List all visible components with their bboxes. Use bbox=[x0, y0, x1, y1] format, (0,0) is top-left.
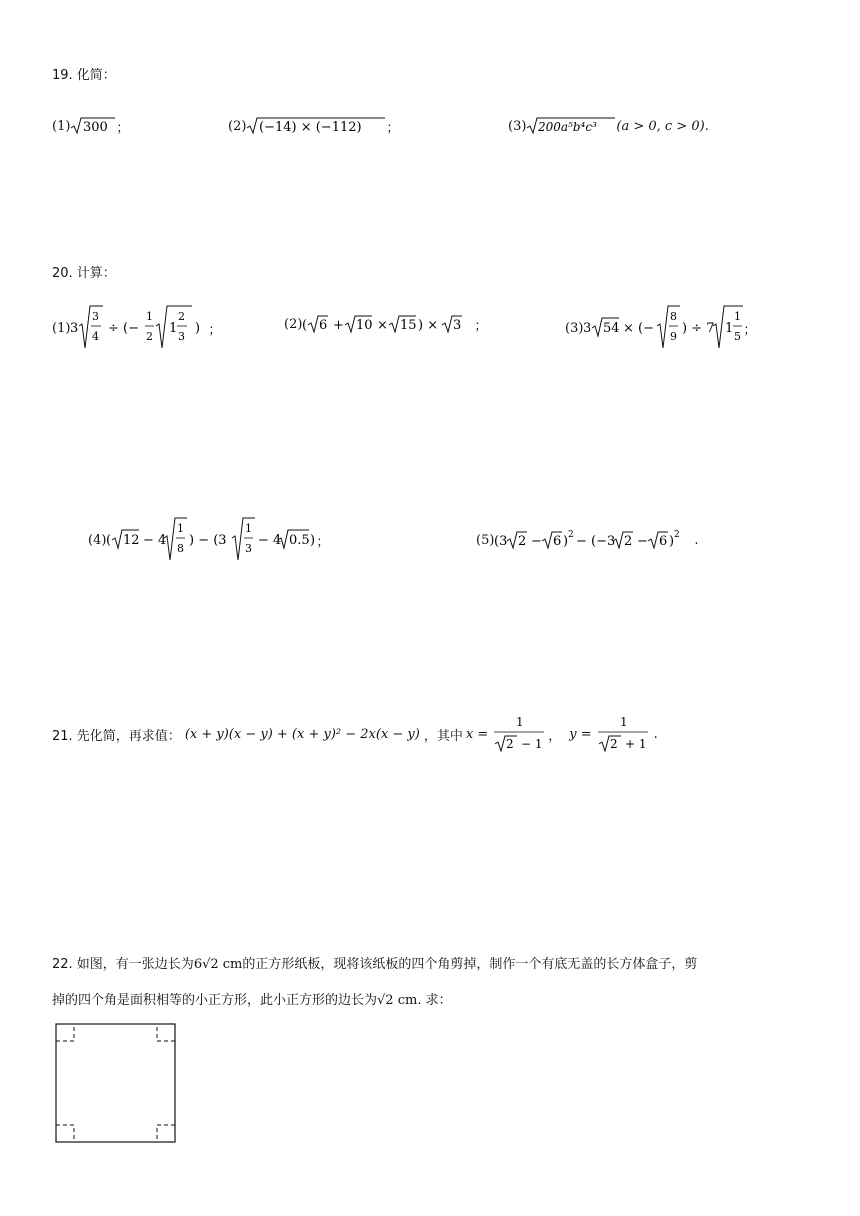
q22-cut-top-right bbox=[157, 1024, 175, 1041]
svg-text:3: 3 bbox=[178, 330, 186, 343]
svg-text:) ÷ 7: ) ÷ 7 bbox=[682, 321, 715, 336]
q19-item-3-condition: (a > 0, c > 0) bbox=[616, 118, 705, 134]
q19-item-1-radical bbox=[70, 116, 116, 136]
q19-item-2-radical bbox=[246, 116, 386, 136]
q19-item-1-label: (1) bbox=[52, 118, 71, 134]
svg-text:3: 3 bbox=[92, 310, 100, 323]
svg-text:54: 54 bbox=[603, 321, 620, 336]
svg-text:15: 15 bbox=[400, 318, 417, 333]
q20-item-1-expression bbox=[70, 300, 208, 356]
q22-corner-cuts bbox=[56, 1024, 175, 1142]
q22-line-1-a: 22. 如图，有一张边长为 bbox=[52, 957, 194, 972]
q19-item-3-radicand: 200a⁵b⁴c³ bbox=[538, 120, 598, 134]
q21-where: ，其中 bbox=[423, 728, 463, 744]
svg-text:1: 1 bbox=[619, 715, 628, 729]
svg-text:×: × bbox=[377, 318, 389, 333]
svg-text:2: 2 bbox=[178, 310, 186, 323]
svg-text:3: 3 bbox=[583, 321, 592, 336]
svg-text:1: 1 bbox=[725, 321, 734, 336]
svg-text:8: 8 bbox=[670, 310, 678, 323]
svg-text:9: 9 bbox=[670, 330, 678, 343]
q19-item-2 bbox=[228, 116, 399, 136]
q19-item-1 bbox=[52, 116, 129, 136]
q20-title: 20. 计算： bbox=[52, 266, 116, 281]
q22-square-outline bbox=[56, 1024, 175, 1142]
q19-item-1-tail: ； bbox=[116, 120, 130, 136]
q19-item-2-radicand: (−14) × (−112) bbox=[259, 120, 363, 135]
svg-text:1: 1 bbox=[177, 522, 185, 535]
q22-square-figure bbox=[54, 1022, 178, 1144]
q21-expression: (x + y)(x − y) + (x + y)² − 2x(x − y) bbox=[184, 726, 420, 742]
svg-text:1: 1 bbox=[169, 321, 178, 336]
svg-text:2: 2 bbox=[518, 534, 527, 549]
q22-side-length: 6√2 cm bbox=[193, 957, 243, 972]
q19-title: 19. 化简： bbox=[52, 68, 116, 83]
svg-text:6: 6 bbox=[319, 318, 328, 333]
svg-text:): ) bbox=[310, 533, 316, 548]
q21-separator: ， bbox=[548, 728, 562, 744]
svg-text:2: 2 bbox=[568, 530, 575, 540]
svg-text:3: 3 bbox=[453, 318, 462, 333]
q21-y-fraction bbox=[596, 712, 652, 756]
q22-cut-bottom-left bbox=[56, 1125, 74, 1142]
q19-item-3 bbox=[508, 116, 709, 136]
svg-text:− 1: − 1 bbox=[521, 737, 543, 751]
q20-item-3-label: (3) bbox=[565, 320, 584, 336]
q20-item-3-expression bbox=[583, 300, 743, 356]
q21-line bbox=[52, 712, 658, 756]
q20-item-2-tail: ； bbox=[474, 318, 488, 334]
svg-text:(: ( bbox=[302, 318, 308, 333]
q22-small-side: √2 cm bbox=[377, 993, 418, 1008]
svg-text:÷ (−: ÷ (− bbox=[108, 321, 140, 336]
svg-text:): ) bbox=[669, 534, 675, 549]
q20-item-1 bbox=[52, 300, 221, 356]
svg-text:1: 1 bbox=[146, 310, 154, 323]
svg-text:0.5: 0.5 bbox=[289, 533, 311, 548]
svg-text:2: 2 bbox=[609, 737, 618, 751]
svg-text:) − (3: ) − (3 bbox=[189, 533, 227, 548]
q22-line-2-a: 掉的四个角是面积相等的小正方形，此小正方形的边长为 bbox=[52, 993, 378, 1008]
q22-line-1 bbox=[52, 958, 812, 971]
q20-item-5 bbox=[476, 528, 699, 552]
q22-line-2 bbox=[52, 994, 812, 1007]
svg-text:− (−3: − (−3 bbox=[576, 534, 616, 549]
q19-item-2-label: (2) bbox=[228, 118, 247, 134]
q20-item-1-label: (1) bbox=[52, 320, 71, 336]
svg-text:2: 2 bbox=[674, 530, 681, 540]
svg-text:−: − bbox=[637, 534, 649, 549]
q21-text: 21. 先化简，再求值： bbox=[52, 728, 181, 744]
q20-item-2-expression bbox=[302, 312, 474, 336]
svg-text:3: 3 bbox=[245, 542, 253, 555]
q21-x-fraction bbox=[492, 712, 548, 756]
q21-x-eq: x = bbox=[465, 726, 489, 742]
q19-item-1-radicand: 300 bbox=[83, 120, 109, 135]
q19-item-3-radical bbox=[526, 116, 616, 136]
q22-cut-bottom-right bbox=[157, 1125, 175, 1142]
svg-text:6: 6 bbox=[553, 534, 562, 549]
q22-line-1-b: 的正方形纸板，现将该纸板的四个角剪掉，制作一个有底无盖的长方体盒子，剪 bbox=[242, 957, 698, 972]
q20-item-2-label: (2) bbox=[284, 316, 303, 332]
q20-item-3 bbox=[565, 300, 756, 356]
q20-item-5-tail: . bbox=[694, 532, 699, 548]
svg-text:): ) bbox=[195, 321, 201, 336]
svg-text:(3: (3 bbox=[494, 534, 508, 549]
svg-text:10: 10 bbox=[356, 318, 373, 333]
q20-item-4-label: (4) bbox=[88, 532, 107, 548]
svg-text:3: 3 bbox=[70, 321, 79, 336]
svg-text:5: 5 bbox=[734, 330, 742, 343]
q20-item-5-label: (5) bbox=[476, 532, 495, 548]
svg-text:1: 1 bbox=[245, 522, 253, 535]
svg-text:− 4: − 4 bbox=[258, 533, 282, 548]
q19-item-3-label: (3) bbox=[508, 118, 527, 134]
q20-item-4 bbox=[88, 512, 329, 568]
svg-text:× (−: × (− bbox=[623, 321, 655, 336]
svg-text:2: 2 bbox=[624, 534, 633, 549]
svg-text:(: ( bbox=[106, 533, 112, 548]
svg-text:+: + bbox=[333, 318, 345, 333]
svg-text:12: 12 bbox=[123, 533, 140, 548]
svg-text:− 4: − 4 bbox=[143, 533, 167, 548]
q19-item-2-tail: ； bbox=[386, 120, 400, 136]
svg-text:1: 1 bbox=[734, 310, 742, 323]
svg-text:): ) bbox=[563, 534, 569, 549]
svg-text:4: 4 bbox=[92, 330, 100, 343]
q20-item-4-tail: ； bbox=[316, 534, 330, 550]
svg-text:2: 2 bbox=[506, 737, 514, 751]
q21-end: . bbox=[653, 726, 658, 742]
svg-text:−: − bbox=[531, 534, 543, 549]
q21-y-eq: y = bbox=[569, 726, 592, 742]
svg-text:) ×: ) × bbox=[418, 318, 439, 333]
q21-x-numerator: 1 bbox=[516, 715, 524, 729]
svg-text:8: 8 bbox=[177, 542, 185, 555]
q20-item-5-expression bbox=[494, 528, 694, 552]
q22-cut-top-left bbox=[56, 1024, 74, 1041]
q19-item-3-tail: . bbox=[704, 118, 709, 134]
q22-line-2-b: . 求： bbox=[417, 993, 452, 1008]
q20-item-4-expression bbox=[106, 512, 316, 568]
svg-text:6: 6 bbox=[659, 534, 668, 549]
q20-item-3-tail: ； bbox=[743, 322, 757, 338]
q20-item-1-tail: ； bbox=[208, 322, 222, 338]
svg-text:2: 2 bbox=[146, 330, 154, 343]
q20-item-2 bbox=[284, 312, 487, 336]
svg-text:+ 1: + 1 bbox=[624, 737, 647, 751]
